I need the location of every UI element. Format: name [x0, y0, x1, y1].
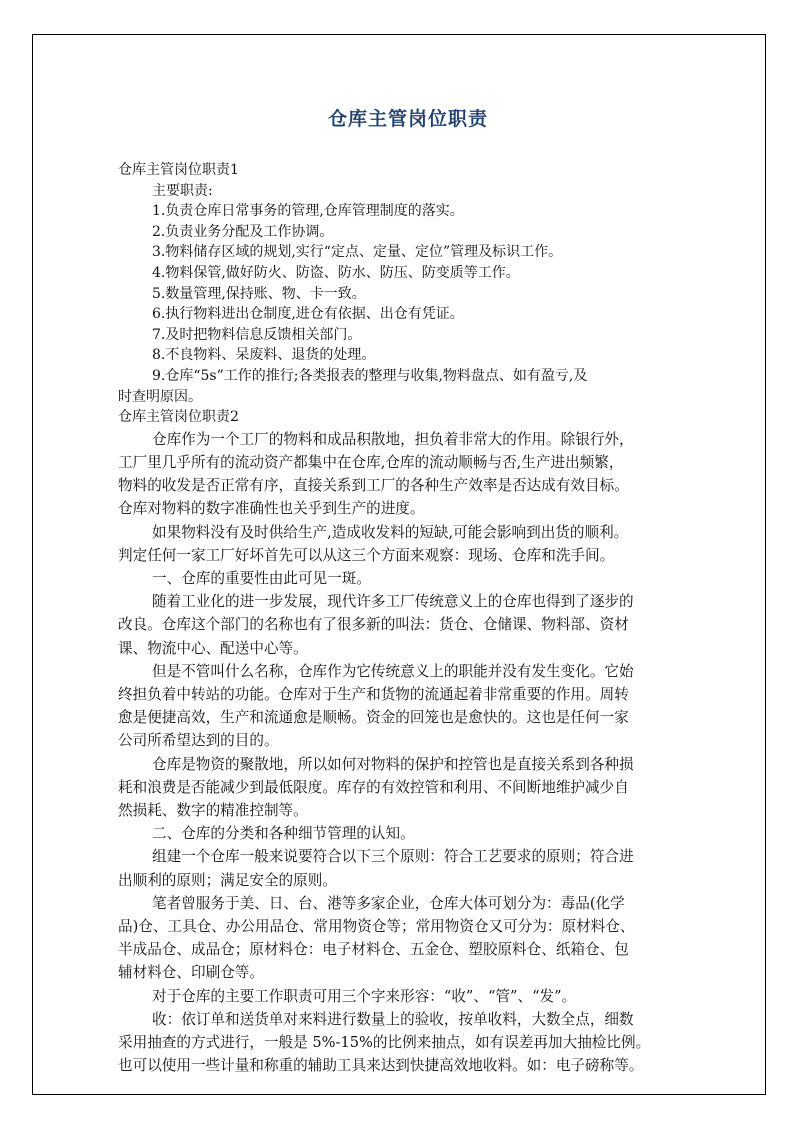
section1-text-line: 8.不良物料、呆废料、退货的处理。 — [152, 347, 376, 364]
section2-text-line: 课、物流中心、配送中心等。 — [118, 639, 308, 657]
section-2-heading: 仓库主管岗位职责2 — [118, 409, 239, 426]
section1-text-line: 主要职责: — [152, 182, 213, 199]
section2-text-line: 对于仓库的主要工作职责可用三个字来形容：“收”、“管”、“发”。 — [152, 987, 577, 1005]
section-1 — [118, 160, 698, 407]
section2-text-line: 物料的收发是否正常有序，直接关系到工厂的各种生产效率是否达成有效目标。 — [118, 477, 629, 495]
section2-text-line: 也可以使用一些计量和称重的辅助工具来达到快捷高效地收料。如：电子磅称等。 — [118, 1057, 644, 1075]
section2-text-line: 工厂里几乎所有的流动资产都集中在仓库,仓库的流动顺畅与否,生产进出频繁， — [118, 453, 624, 471]
section2-text-line: 一、仓库的重要性由此可见一斑。 — [152, 569, 371, 587]
section2-text-line: 终担负着中转站的功能。仓库对于生产和货物的流通起着非常重要的作用。周转 — [118, 685, 629, 703]
section1-text-line: 5.数量管理,保持账、物、卡一致。 — [152, 285, 366, 302]
section-1-heading: 仓库主管岗位职责1 — [118, 162, 239, 178]
section1-text-line: 3.物料储存区域的规划,实行“定点、定量、定位”管理及标识工作。 — [152, 244, 563, 261]
section2-text-line: 收：依订单和送货单对来料进行数量上的验收，按单收料，大数全点，细数 — [152, 1010, 634, 1028]
section2-text-line: 出顺利的原则；满足安全的原则。 — [118, 871, 337, 889]
section2-text-line: 辅材料仓、印刷仓等。 — [118, 964, 264, 982]
section2-text-line: 公司所希望达到的目的。 — [118, 732, 279, 750]
section2-text-line: 组建一个仓库一般来说要符合以下三个原则：符合工艺要求的原则；符合进 — [152, 848, 634, 866]
section2-text-line: 笔者曾服务于美、日、台、港等多家企业，仓库大体可划分为：毒品(化学 — [152, 894, 625, 912]
section2-text-line: 随着工业化的进一步发展，现代许多工厂传统意义上的仓库也得到了逐步的 — [152, 593, 634, 611]
section2-text-line: 品)仓、工具仓、办公用品仓、常用物资仓等；常用物资仓又可分为：原材料仓、 — [118, 917, 635, 935]
section1-text-line: 4.物料保管,做好防火、防盗、防水、防压、防变质等工作。 — [152, 264, 520, 281]
section2-text-line: 改良。仓库这个部门的名称也有了很多新的叫法：货仓、仓储课、物料部、资材 — [118, 616, 629, 634]
section2-text-line: 仓库作为一个工厂的物料和成品积散地，担负着非常大的作用。除银行外， — [152, 430, 634, 448]
section1-text-line: 7.及时把物料信息反馈相关部门。 — [152, 326, 362, 343]
document-body — [118, 160, 698, 1077]
section2-text-line: 如果物料没有及时供给生产,造成收发料的短缺,可能会影响到出货的顺利。 — [152, 523, 629, 541]
document-title: 仓库主管岗位职责 — [327, 108, 488, 130]
section2-text-line: 判定任何一家工厂好坏首先可以从这三个方面来观察：现场、仓库和洗手间。 — [118, 546, 615, 564]
section1-text-line: 9.仓库“5s”工作的推行;各类报表的整理与收集,物料盘点、如有盈亏,及 — [152, 367, 588, 384]
section2-text-line: 耗和浪费是否能减少到最低限度。库存的有效控管和利用、不间断地维护减少自 — [118, 778, 629, 796]
section2-text-line: 半成品仓、成品仓；原材料仓：电子材料仓、五金仓、塑胶原料仓、纸箱仓、包 — [118, 941, 629, 959]
section1-text-line: 2.负责业务分配及工作协调。 — [152, 223, 334, 240]
section2-text-line: 二、仓库的分类和各种细节管理的认知。 — [152, 825, 415, 843]
section2-text-line: 仓库是物资的聚散地，所以如何对物料的保护和控管也是直接关系到各种损 — [152, 755, 634, 773]
section-1-paragraphs — [118, 181, 698, 408]
section2-text-line: 然损耗、数字的精准控制等。 — [118, 801, 308, 819]
section1-text-line: 1.负责仓库日常事务的管理,仓库管理制度的落实。 — [152, 203, 464, 220]
section2-text-line: 采用抽查的方式进行，一般是 5%-15%的比例来抽点，如有误差再加大抽检比例。 — [118, 1034, 651, 1051]
section2-text-line: 愈是便捷高效，生产和流通愈是顺畅。资金的回笼也是愈快的。这也是任何一家 — [118, 709, 629, 727]
section2-text-line: 但是不管叫什么名称，仓库作为它传统意义上的职能并没有发生变化。它始 — [152, 662, 634, 680]
section1-text-line: 时查明原因。 — [118, 388, 202, 405]
section1-text-line: 6.执行物料进出仓制度,进仓有依据、出仓有凭证。 — [152, 306, 464, 323]
section-2-paragraphs — [118, 428, 698, 1078]
section2-text-line: 仓库对物料的数字准确性也关乎到生产的进度。 — [118, 500, 425, 518]
section-2 — [118, 407, 698, 1077]
